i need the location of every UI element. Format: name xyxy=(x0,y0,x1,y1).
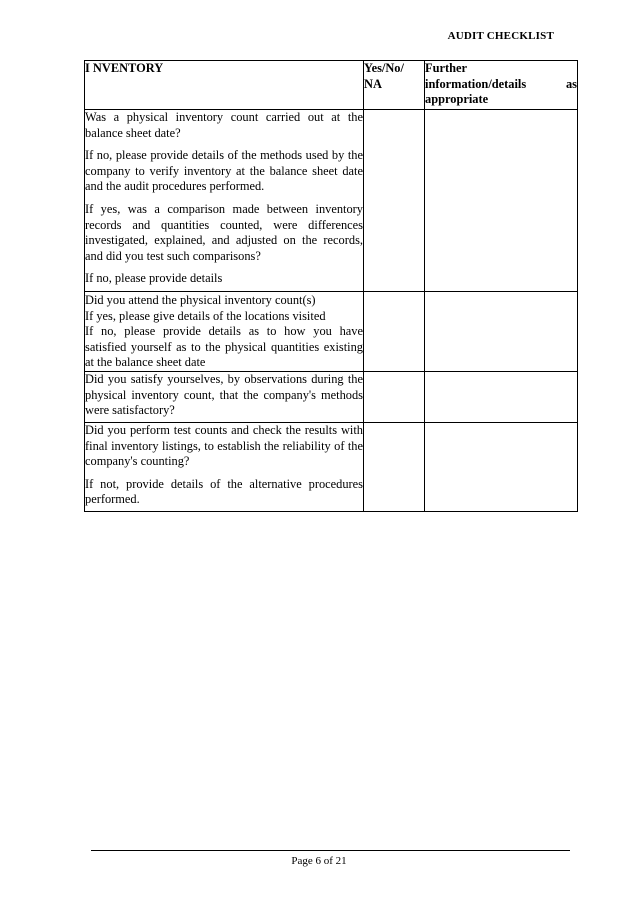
details-heading-line-3: appropriate xyxy=(425,92,489,107)
question-text: Did you attend the physical inventory count(s) xyxy=(85,293,316,307)
question-text: If yes, please give details of the locations visited xyxy=(85,308,326,323)
details-column-heading xyxy=(425,61,578,110)
answer-column-heading: Yes/No/ NA xyxy=(364,61,425,110)
answer-cell[interactable] xyxy=(364,371,425,422)
question-cell xyxy=(85,422,364,511)
section-heading: I NVENTORY xyxy=(85,61,364,110)
question-cell xyxy=(85,110,364,292)
document-header-title: AUDIT CHECKLIST xyxy=(447,30,554,42)
answer-cell[interactable] xyxy=(364,110,425,292)
table-header-row xyxy=(85,61,578,110)
inventory-checklist-table xyxy=(84,60,578,512)
answer-cell[interactable] xyxy=(364,292,425,372)
answer-cell[interactable] xyxy=(364,422,425,511)
question-text: Did you perform test counts and check the results with final inventory listings, to establish the reliability of the company's counting? xyxy=(85,422,363,469)
question-text: If yes, was a comparison made between inventory records and quantities counted, were differences investigated, explained, and adjusted on the records, and did you test such comparisons? xyxy=(85,201,363,263)
question-text: If no, please provide details xyxy=(85,271,223,286)
question-text: Did you satisfy yourselves, by observations during the physical inventory count, that the company's methods were satisfactory? xyxy=(85,371,363,418)
table-row xyxy=(85,422,578,511)
question-cell xyxy=(85,371,364,422)
footer-divider xyxy=(91,850,570,851)
details-cell[interactable] xyxy=(425,422,578,511)
table-row xyxy=(85,110,578,292)
details-cell[interactable] xyxy=(425,371,578,422)
question-text: If no, please provide details of the methods used by the company to verify inventory at the balance sheet date and the audit procedures performed. xyxy=(85,148,363,194)
details-cell[interactable] xyxy=(425,110,578,292)
details-cell[interactable] xyxy=(425,292,578,372)
details-heading-line-1: Further xyxy=(425,61,467,75)
table-row xyxy=(85,371,578,422)
details-heading-line-2: information/details as xyxy=(425,76,577,91)
question-text: Was a physical inventory count carried out at the balance sheet date? xyxy=(85,110,363,140)
question-text: If not, provide details of the alternative procedures performed. xyxy=(85,476,363,507)
question-text: If no, please provide details as to how you have satisfied yourself as to the physical quantities existing at the balance sheet date xyxy=(85,324,363,370)
table-row xyxy=(85,292,578,372)
question-cell xyxy=(85,292,364,372)
page-number: Page 6 of 21 xyxy=(291,855,347,867)
